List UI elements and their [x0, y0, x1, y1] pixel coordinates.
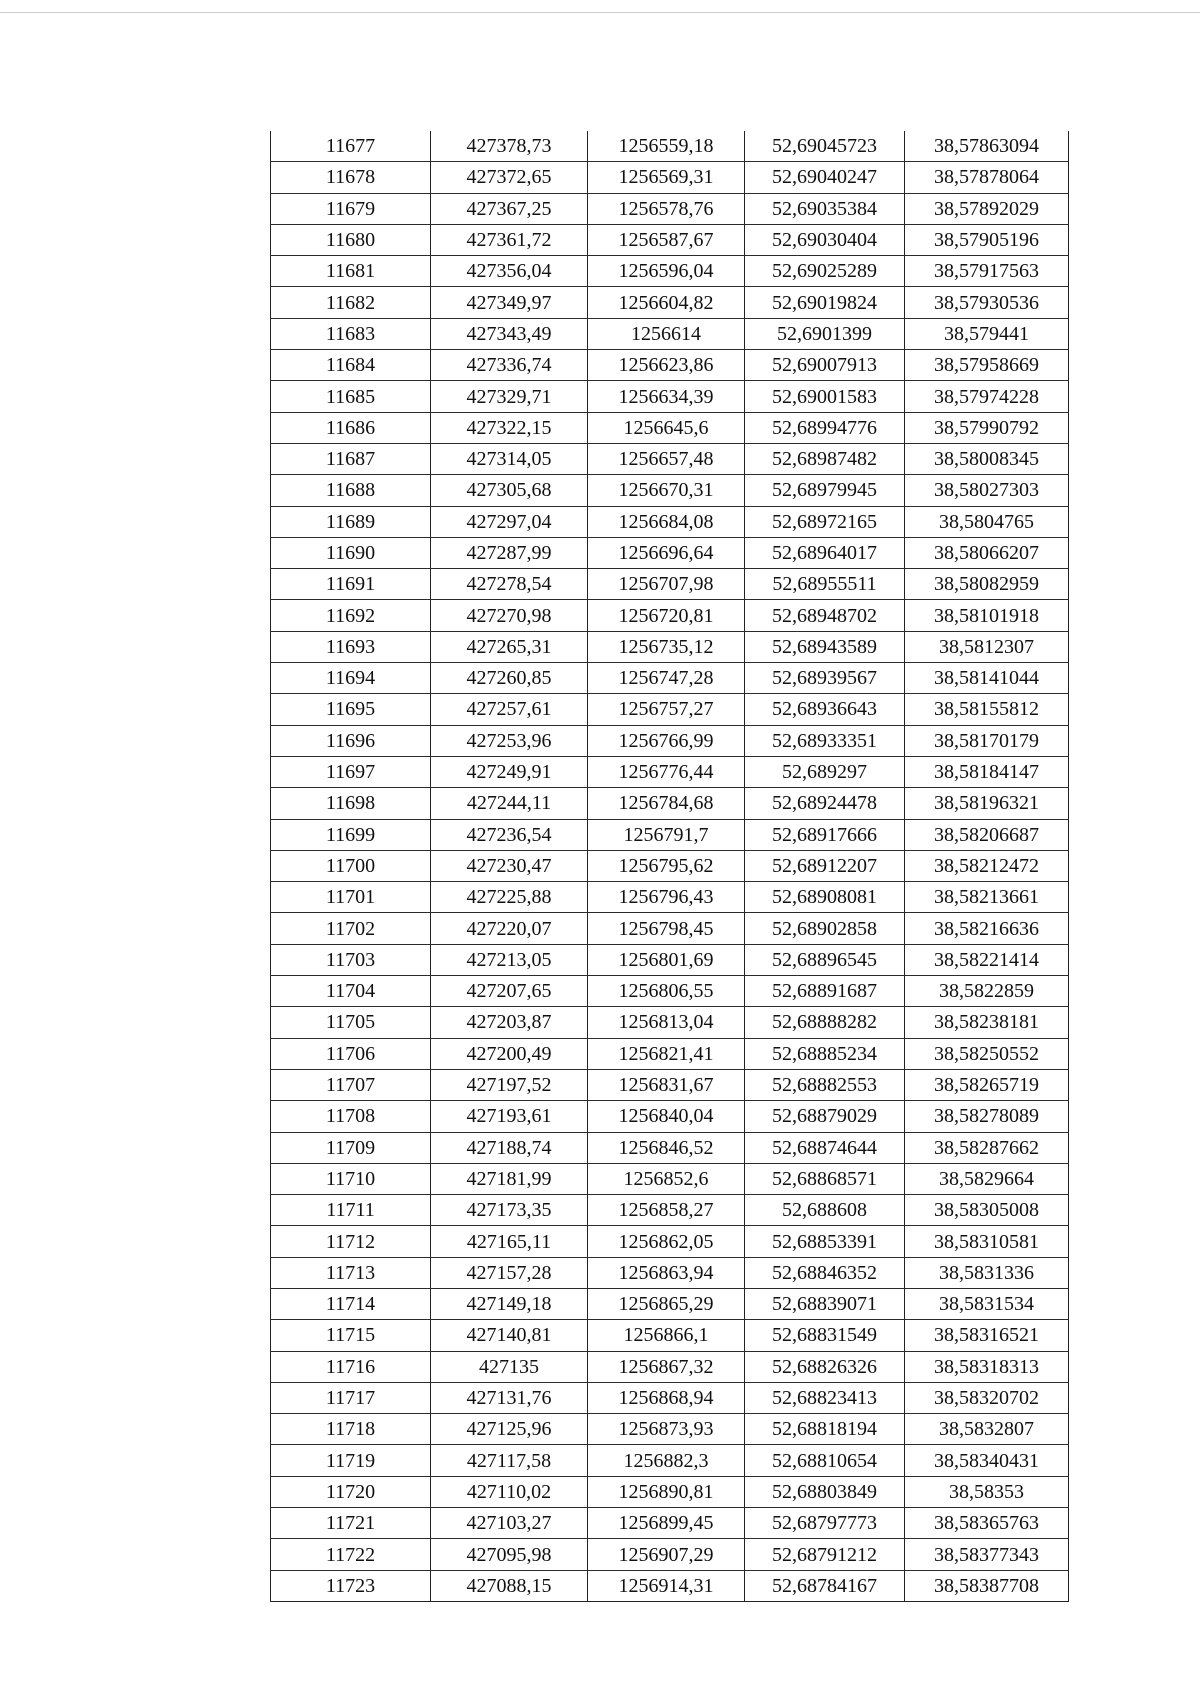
table-row — [271, 506, 1069, 537]
longitude-cell: 38,58250552 — [905, 1038, 1069, 1069]
y-coordinate-cell: 1256657,48 — [588, 443, 745, 474]
longitude-cell: 38,58212472 — [905, 850, 1069, 881]
y-coordinate-cell: 1256868,94 — [588, 1382, 745, 1413]
point-number-cell: 11691 — [271, 569, 431, 600]
longitude-cell: 38,58278089 — [905, 1101, 1069, 1132]
latitude-cell: 52,68888282 — [745, 1007, 905, 1038]
table-row — [271, 819, 1069, 850]
point-number-cell: 11693 — [271, 631, 431, 662]
longitude-cell: 38,58318313 — [905, 1351, 1069, 1382]
longitude-cell: 38,58238181 — [905, 1007, 1069, 1038]
x-coordinate-cell: 427203,87 — [431, 1007, 588, 1038]
table-row — [271, 1257, 1069, 1288]
point-number-cell: 11715 — [271, 1320, 431, 1351]
longitude-cell: 38,58155812 — [905, 694, 1069, 725]
x-coordinate-cell: 427260,85 — [431, 663, 588, 694]
x-coordinate-cell: 427213,05 — [431, 944, 588, 975]
latitude-cell: 52,68964017 — [745, 537, 905, 568]
y-coordinate-cell: 1256846,52 — [588, 1132, 745, 1163]
x-coordinate-cell: 427278,54 — [431, 569, 588, 600]
x-coordinate-cell: 427253,96 — [431, 725, 588, 756]
point-number-cell: 11689 — [271, 506, 431, 537]
longitude-cell: 38,5832807 — [905, 1414, 1069, 1445]
point-number-cell: 11707 — [271, 1069, 431, 1100]
table-row — [271, 976, 1069, 1007]
longitude-cell: 38,58216636 — [905, 913, 1069, 944]
x-coordinate-cell: 427329,71 — [431, 381, 588, 412]
point-number-cell: 11690 — [271, 537, 431, 568]
point-number-cell: 11681 — [271, 256, 431, 287]
longitude-cell: 38,58221414 — [905, 944, 1069, 975]
latitude-cell: 52,68797773 — [745, 1508, 905, 1539]
table-row — [271, 1476, 1069, 1507]
latitude-cell: 52,68818194 — [745, 1414, 905, 1445]
table-row — [271, 1226, 1069, 1257]
y-coordinate-cell: 1256806,55 — [588, 976, 745, 1007]
table-row — [271, 443, 1069, 474]
longitude-cell: 38,57990792 — [905, 412, 1069, 443]
table-row — [271, 412, 1069, 443]
point-number-cell: 11687 — [271, 443, 431, 474]
table-row — [271, 1007, 1069, 1038]
longitude-cell: 38,58287662 — [905, 1132, 1069, 1163]
y-coordinate-cell: 1256882,3 — [588, 1445, 745, 1476]
x-coordinate-cell: 427378,73 — [431, 131, 588, 162]
point-number-cell: 11686 — [271, 412, 431, 443]
y-coordinate-cell: 1256587,67 — [588, 224, 745, 255]
x-coordinate-cell: 427165,11 — [431, 1226, 588, 1257]
y-coordinate-cell: 1256813,04 — [588, 1007, 745, 1038]
x-coordinate-cell: 427088,15 — [431, 1570, 588, 1601]
latitude-cell: 52,69040247 — [745, 162, 905, 193]
y-coordinate-cell: 1256757,27 — [588, 694, 745, 725]
latitude-cell: 52,68874644 — [745, 1132, 905, 1163]
longitude-cell: 38,58353 — [905, 1476, 1069, 1507]
x-coordinate-cell: 427372,65 — [431, 162, 588, 193]
table-row — [271, 663, 1069, 694]
table-row — [271, 1351, 1069, 1382]
y-coordinate-cell: 1256684,08 — [588, 506, 745, 537]
point-number-cell: 11701 — [271, 882, 431, 913]
table-row — [271, 224, 1069, 255]
y-coordinate-cell: 1256899,45 — [588, 1508, 745, 1539]
table-row — [271, 1414, 1069, 1445]
y-coordinate-cell: 1256735,12 — [588, 631, 745, 662]
point-number-cell: 11711 — [271, 1195, 431, 1226]
y-coordinate-cell: 1256645,6 — [588, 412, 745, 443]
x-coordinate-cell: 427117,58 — [431, 1445, 588, 1476]
longitude-cell: 38,5829664 — [905, 1163, 1069, 1194]
point-number-cell: 11723 — [271, 1570, 431, 1601]
table-row — [271, 1069, 1069, 1100]
latitude-cell: 52,68791212 — [745, 1539, 905, 1570]
x-coordinate-cell: 427095,98 — [431, 1539, 588, 1570]
longitude-cell: 38,5831534 — [905, 1288, 1069, 1319]
y-coordinate-cell: 1256798,45 — [588, 913, 745, 944]
latitude-cell: 52,68902858 — [745, 913, 905, 944]
x-coordinate-cell: 427230,47 — [431, 850, 588, 881]
x-coordinate-cell: 427110,02 — [431, 1476, 588, 1507]
point-number-cell: 11695 — [271, 694, 431, 725]
y-coordinate-cell: 1256596,04 — [588, 256, 745, 287]
table-row — [271, 162, 1069, 193]
point-number-cell: 11684 — [271, 350, 431, 381]
y-coordinate-cell: 1256863,94 — [588, 1257, 745, 1288]
latitude-cell: 52,68943589 — [745, 631, 905, 662]
table-row — [271, 756, 1069, 787]
table-row — [271, 1132, 1069, 1163]
longitude-cell: 38,58141044 — [905, 663, 1069, 694]
table-row — [271, 1288, 1069, 1319]
point-number-cell: 11688 — [271, 475, 431, 506]
latitude-cell: 52,689297 — [745, 756, 905, 787]
point-number-cell: 11702 — [271, 913, 431, 944]
y-coordinate-cell: 1256796,43 — [588, 882, 745, 913]
table-row — [271, 1195, 1069, 1226]
x-coordinate-cell: 427336,74 — [431, 350, 588, 381]
point-number-cell: 11712 — [271, 1226, 431, 1257]
x-coordinate-cell: 427343,49 — [431, 318, 588, 349]
point-number-cell: 11719 — [271, 1445, 431, 1476]
x-coordinate-cell: 427200,49 — [431, 1038, 588, 1069]
y-coordinate-cell: 1256867,32 — [588, 1351, 745, 1382]
y-coordinate-cell: 1256866,1 — [588, 1320, 745, 1351]
x-coordinate-cell: 427225,88 — [431, 882, 588, 913]
latitude-cell: 52,69025289 — [745, 256, 905, 287]
y-coordinate-cell: 1256766,99 — [588, 725, 745, 756]
x-coordinate-cell: 427257,61 — [431, 694, 588, 725]
table-row — [271, 725, 1069, 756]
point-number-cell: 11698 — [271, 788, 431, 819]
x-coordinate-cell: 427265,31 — [431, 631, 588, 662]
table-row — [271, 1382, 1069, 1413]
point-number-cell: 11709 — [271, 1132, 431, 1163]
longitude-cell: 38,58265719 — [905, 1069, 1069, 1100]
table-row — [271, 193, 1069, 224]
latitude-cell: 52,69045723 — [745, 131, 905, 162]
x-coordinate-cell: 427173,35 — [431, 1195, 588, 1226]
latitude-cell: 52,68868571 — [745, 1163, 905, 1194]
point-number-cell: 11718 — [271, 1414, 431, 1445]
longitude-cell: 38,58377343 — [905, 1539, 1069, 1570]
longitude-cell: 38,5822859 — [905, 976, 1069, 1007]
point-number-cell: 11700 — [271, 850, 431, 881]
x-coordinate-cell: 427270,98 — [431, 600, 588, 631]
table-row — [271, 256, 1069, 287]
point-number-cell: 11716 — [271, 1351, 431, 1382]
latitude-cell: 52,68846352 — [745, 1257, 905, 1288]
table-row — [271, 350, 1069, 381]
longitude-cell: 38,58316521 — [905, 1320, 1069, 1351]
table-row — [271, 1038, 1069, 1069]
x-coordinate-cell: 427249,91 — [431, 756, 588, 787]
table-row — [271, 882, 1069, 913]
x-coordinate-cell: 427236,54 — [431, 819, 588, 850]
longitude-cell: 38,57878064 — [905, 162, 1069, 193]
table-row — [271, 631, 1069, 662]
longitude-cell: 38,58196321 — [905, 788, 1069, 819]
y-coordinate-cell: 1256670,31 — [588, 475, 745, 506]
latitude-cell: 52,68839071 — [745, 1288, 905, 1319]
latitude-cell: 52,69019824 — [745, 287, 905, 318]
longitude-cell: 38,57905196 — [905, 224, 1069, 255]
x-coordinate-cell: 427305,68 — [431, 475, 588, 506]
longitude-cell: 38,58340431 — [905, 1445, 1069, 1476]
longitude-cell: 38,57863094 — [905, 131, 1069, 162]
y-coordinate-cell: 1256604,82 — [588, 287, 745, 318]
point-number-cell: 11680 — [271, 224, 431, 255]
y-coordinate-cell: 1256791,7 — [588, 819, 745, 850]
x-coordinate-cell: 427188,74 — [431, 1132, 588, 1163]
latitude-cell: 52,68803849 — [745, 1476, 905, 1507]
table-row — [271, 694, 1069, 725]
point-number-cell: 11705 — [271, 1007, 431, 1038]
longitude-cell: 38,58008345 — [905, 443, 1069, 474]
latitude-cell: 52,68994776 — [745, 412, 905, 443]
longitude-cell: 38,5812307 — [905, 631, 1069, 662]
longitude-cell: 38,58066207 — [905, 537, 1069, 568]
point-number-cell: 11703 — [271, 944, 431, 975]
x-coordinate-cell: 427181,99 — [431, 1163, 588, 1194]
y-coordinate-cell: 1256614 — [588, 318, 745, 349]
point-number-cell: 11704 — [271, 976, 431, 1007]
table-row — [271, 1163, 1069, 1194]
point-number-cell: 11678 — [271, 162, 431, 193]
table-row — [271, 1445, 1069, 1476]
y-coordinate-cell: 1256720,81 — [588, 600, 745, 631]
longitude-cell: 38,58213661 — [905, 882, 1069, 913]
longitude-cell: 38,58365763 — [905, 1508, 1069, 1539]
coordinates-table-body — [271, 131, 1069, 1601]
longitude-cell: 38,57974228 — [905, 381, 1069, 412]
y-coordinate-cell: 1256858,27 — [588, 1195, 745, 1226]
latitude-cell: 52,68831549 — [745, 1320, 905, 1351]
table-row — [271, 1539, 1069, 1570]
latitude-cell: 52,68853391 — [745, 1226, 905, 1257]
x-coordinate-cell: 427322,15 — [431, 412, 588, 443]
x-coordinate-cell: 427367,25 — [431, 193, 588, 224]
x-coordinate-cell: 427207,65 — [431, 976, 588, 1007]
y-coordinate-cell: 1256840,04 — [588, 1101, 745, 1132]
table-row — [271, 1320, 1069, 1351]
y-coordinate-cell: 1256707,98 — [588, 569, 745, 600]
y-coordinate-cell: 1256784,68 — [588, 788, 745, 819]
latitude-cell: 52,68987482 — [745, 443, 905, 474]
table-row — [271, 1570, 1069, 1601]
y-coordinate-cell: 1256852,6 — [588, 1163, 745, 1194]
table-row — [271, 131, 1069, 162]
point-number-cell: 11699 — [271, 819, 431, 850]
table-row — [271, 318, 1069, 349]
longitude-cell: 38,57930536 — [905, 287, 1069, 318]
longitude-cell: 38,58305008 — [905, 1195, 1069, 1226]
latitude-cell: 52,68912207 — [745, 850, 905, 881]
point-number-cell: 11677 — [271, 131, 431, 162]
point-number-cell: 11692 — [271, 600, 431, 631]
latitude-cell: 52,68896545 — [745, 944, 905, 975]
scan-top-edge — [0, 12, 1200, 13]
x-coordinate-cell: 427103,27 — [431, 1508, 588, 1539]
point-number-cell: 11722 — [271, 1539, 431, 1570]
longitude-cell: 38,58387708 — [905, 1570, 1069, 1601]
latitude-cell: 52,68936643 — [745, 694, 905, 725]
longitude-cell: 38,57892029 — [905, 193, 1069, 224]
latitude-cell: 52,69035384 — [745, 193, 905, 224]
latitude-cell: 52,69030404 — [745, 224, 905, 255]
latitude-cell: 52,68882553 — [745, 1069, 905, 1100]
longitude-cell: 38,5804765 — [905, 506, 1069, 537]
longitude-cell: 38,579441 — [905, 318, 1069, 349]
y-coordinate-cell: 1256747,28 — [588, 663, 745, 694]
point-number-cell: 11697 — [271, 756, 431, 787]
y-coordinate-cell: 1256559,18 — [588, 131, 745, 162]
table-row — [271, 600, 1069, 631]
longitude-cell: 38,5831336 — [905, 1257, 1069, 1288]
x-coordinate-cell: 427361,72 — [431, 224, 588, 255]
x-coordinate-cell: 427356,04 — [431, 256, 588, 287]
x-coordinate-cell: 427149,18 — [431, 1288, 588, 1319]
table-row — [271, 944, 1069, 975]
x-coordinate-cell: 427314,05 — [431, 443, 588, 474]
y-coordinate-cell: 1256795,62 — [588, 850, 745, 881]
latitude-cell: 52,68885234 — [745, 1038, 905, 1069]
latitude-cell: 52,68933351 — [745, 725, 905, 756]
table-row — [271, 788, 1069, 819]
latitude-cell: 52,68826326 — [745, 1351, 905, 1382]
x-coordinate-cell: 427135 — [431, 1351, 588, 1382]
table-row — [271, 475, 1069, 506]
latitude-cell: 52,69007913 — [745, 350, 905, 381]
longitude-cell: 38,58082959 — [905, 569, 1069, 600]
x-coordinate-cell: 427125,96 — [431, 1414, 588, 1445]
x-coordinate-cell: 427197,52 — [431, 1069, 588, 1100]
latitude-cell: 52,68879029 — [745, 1101, 905, 1132]
x-coordinate-cell: 427131,76 — [431, 1382, 588, 1413]
table-row — [271, 1101, 1069, 1132]
longitude-cell: 38,58101918 — [905, 600, 1069, 631]
latitude-cell: 52,68955511 — [745, 569, 905, 600]
x-coordinate-cell: 427244,11 — [431, 788, 588, 819]
point-number-cell: 11710 — [271, 1163, 431, 1194]
latitude-cell: 52,6901399 — [745, 318, 905, 349]
table-row — [271, 287, 1069, 318]
y-coordinate-cell: 1256569,31 — [588, 162, 745, 193]
longitude-cell: 38,58170179 — [905, 725, 1069, 756]
table-row — [271, 381, 1069, 412]
latitude-cell: 52,68972165 — [745, 506, 905, 537]
point-number-cell: 11685 — [271, 381, 431, 412]
point-number-cell: 11717 — [271, 1382, 431, 1413]
longitude-cell: 38,58027303 — [905, 475, 1069, 506]
y-coordinate-cell: 1256831,67 — [588, 1069, 745, 1100]
point-number-cell: 11679 — [271, 193, 431, 224]
longitude-cell: 38,58320702 — [905, 1382, 1069, 1413]
x-coordinate-cell: 427297,04 — [431, 506, 588, 537]
y-coordinate-cell: 1256890,81 — [588, 1476, 745, 1507]
point-number-cell: 11706 — [271, 1038, 431, 1069]
point-number-cell: 11714 — [271, 1288, 431, 1319]
latitude-cell: 52,68823413 — [745, 1382, 905, 1413]
latitude-cell: 52,69001583 — [745, 381, 905, 412]
point-number-cell: 11694 — [271, 663, 431, 694]
y-coordinate-cell: 1256914,31 — [588, 1570, 745, 1601]
y-coordinate-cell: 1256865,29 — [588, 1288, 745, 1319]
latitude-cell: 52,68917666 — [745, 819, 905, 850]
x-coordinate-cell: 427220,07 — [431, 913, 588, 944]
longitude-cell: 38,57958669 — [905, 350, 1069, 381]
longitude-cell: 38,58206687 — [905, 819, 1069, 850]
x-coordinate-cell: 427349,97 — [431, 287, 588, 318]
point-number-cell: 11721 — [271, 1508, 431, 1539]
x-coordinate-cell: 427287,99 — [431, 537, 588, 568]
table-row — [271, 850, 1069, 881]
latitude-cell: 52,68948702 — [745, 600, 905, 631]
y-coordinate-cell: 1256696,64 — [588, 537, 745, 568]
latitude-cell: 52,68908081 — [745, 882, 905, 913]
coordinates-table — [270, 131, 1069, 1602]
latitude-cell: 52,68939567 — [745, 663, 905, 694]
point-number-cell: 11720 — [271, 1476, 431, 1507]
y-coordinate-cell: 1256776,44 — [588, 756, 745, 787]
x-coordinate-cell: 427157,28 — [431, 1257, 588, 1288]
table-row — [271, 913, 1069, 944]
latitude-cell: 52,68784167 — [745, 1570, 905, 1601]
longitude-cell: 38,58310581 — [905, 1226, 1069, 1257]
point-number-cell: 11708 — [271, 1101, 431, 1132]
y-coordinate-cell: 1256862,05 — [588, 1226, 745, 1257]
latitude-cell: 52,68891687 — [745, 976, 905, 1007]
latitude-cell: 52,68924478 — [745, 788, 905, 819]
y-coordinate-cell: 1256801,69 — [588, 944, 745, 975]
point-number-cell: 11696 — [271, 725, 431, 756]
y-coordinate-cell: 1256907,29 — [588, 1539, 745, 1570]
x-coordinate-cell: 427193,61 — [431, 1101, 588, 1132]
y-coordinate-cell: 1256578,76 — [588, 193, 745, 224]
point-number-cell: 11713 — [271, 1257, 431, 1288]
latitude-cell: 52,68979945 — [745, 475, 905, 506]
y-coordinate-cell: 1256634,39 — [588, 381, 745, 412]
point-number-cell: 11683 — [271, 318, 431, 349]
latitude-cell: 52,688608 — [745, 1195, 905, 1226]
longitude-cell: 38,58184147 — [905, 756, 1069, 787]
y-coordinate-cell: 1256873,93 — [588, 1414, 745, 1445]
latitude-cell: 52,68810654 — [745, 1445, 905, 1476]
table-row — [271, 1508, 1069, 1539]
longitude-cell: 38,57917563 — [905, 256, 1069, 287]
y-coordinate-cell: 1256623,86 — [588, 350, 745, 381]
table-row — [271, 537, 1069, 568]
table-row — [271, 569, 1069, 600]
point-number-cell: 11682 — [271, 287, 431, 318]
y-coordinate-cell: 1256821,41 — [588, 1038, 745, 1069]
x-coordinate-cell: 427140,81 — [431, 1320, 588, 1351]
